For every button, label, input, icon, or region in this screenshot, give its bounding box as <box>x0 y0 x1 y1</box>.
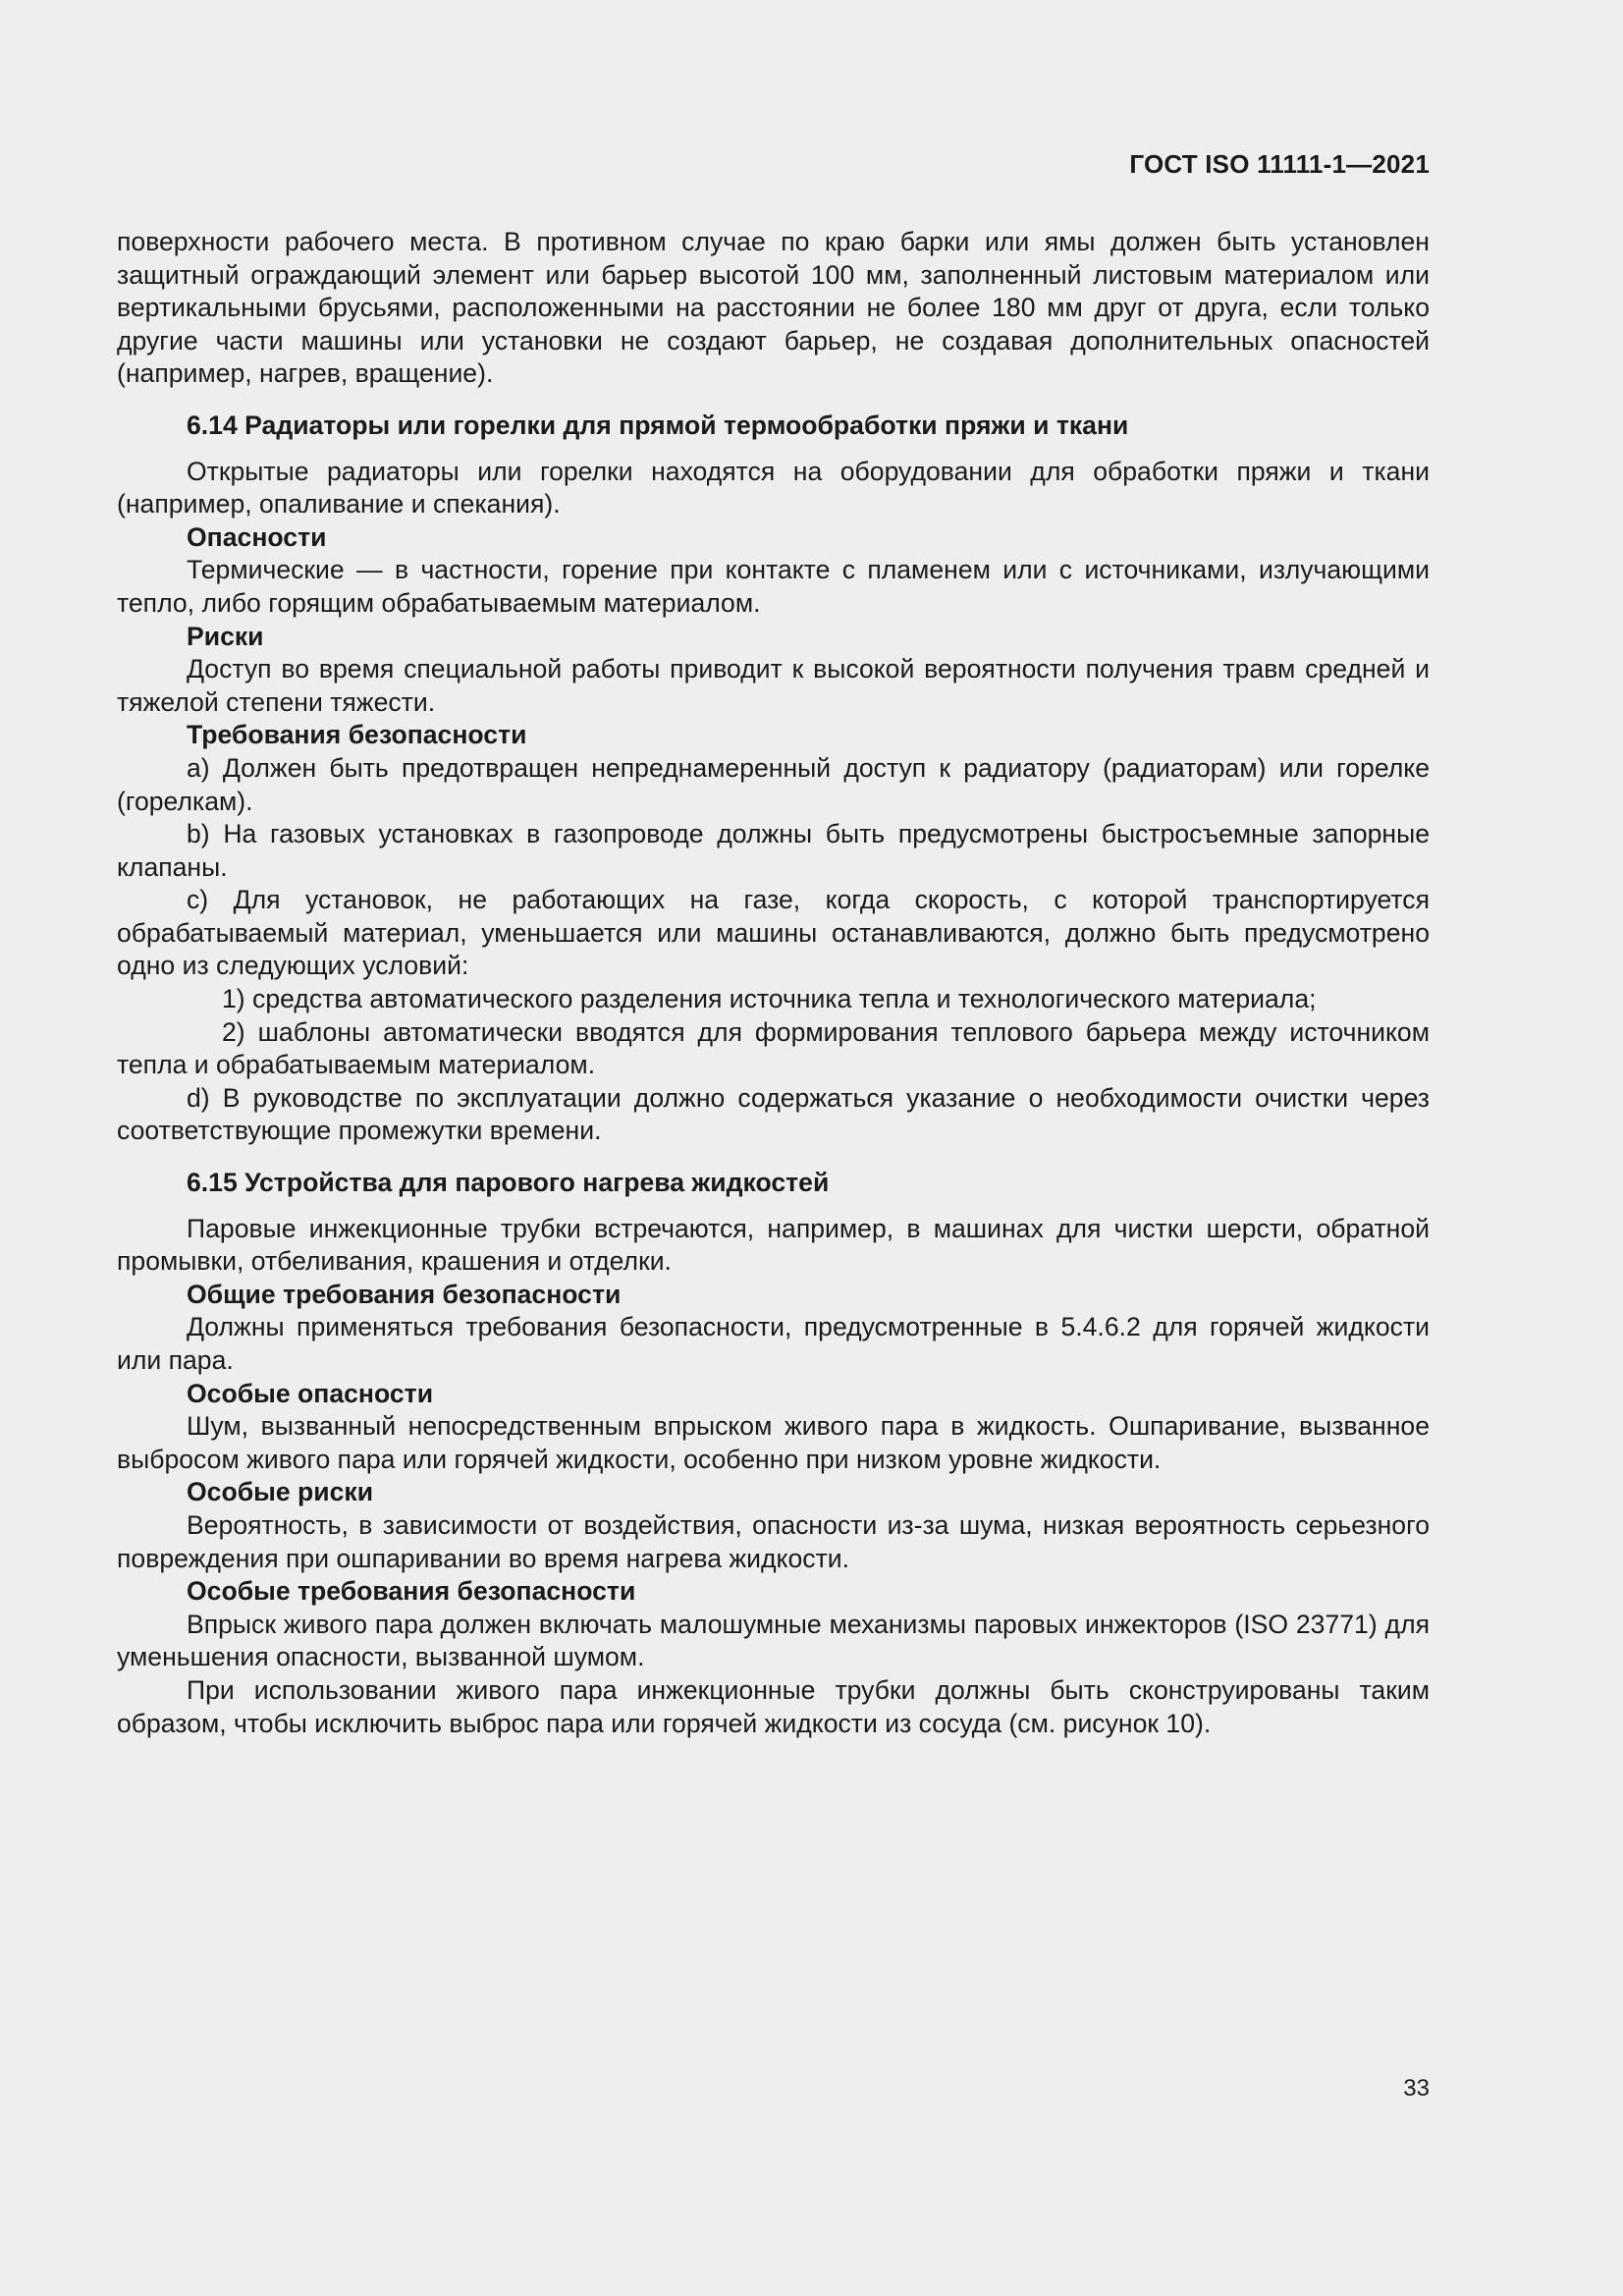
section-6-15-title: 6.15 Устройства для парового нагрева жидкостей <box>187 1168 830 1198</box>
hazards-text: Термические — в частности, горение при контакте с пламенем или с источниками, излучающими тепло, либо горящим обрабатываемым материалом. <box>117 555 1430 618</box>
special-requirements-heading: Особые требования безопасности <box>187 1576 636 1607</box>
document-header: ГОСТ ISO 11111-1—2021 <box>1129 149 1430 179</box>
page-number: 33 <box>1403 2075 1430 2102</box>
risks-heading: Риски <box>187 621 264 651</box>
section-6-14-intro: Открытые радиаторы или горелки находятся на оборудовании для обработки пряжи и ткани (например, опаливание и спекания). <box>117 456 1430 519</box>
section-6-14-title: 6.14 Радиаторы или горелки для прямой термообработки пряжи и ткани <box>187 410 1129 440</box>
requirement-c-1: 1) средства автоматического разделения источника тепла и технологического материала; <box>222 984 1317 1014</box>
safety-requirements-heading: Требования безопасности <box>187 720 527 750</box>
special-risks-text: Вероятность, в зависимости от воздействия, опасности из-за шума, низкая вероятность серьезного повреждения при ошпаривании во время нагрева жидкости. <box>117 1509 1430 1573</box>
general-requirements-text: Должны применяться требования безопасности, предусмотренные в 5.4.6.2 для горячей жидкости или пара. <box>117 1312 1430 1375</box>
general-requirements-heading: Общие требования безопасности <box>187 1279 622 1309</box>
section-6-15-intro: Паровые инжекционные трубки встречаются, например, в машинах для чистки шерсти, обратной промывки, отбеливания, крашения и отделки. <box>117 1213 1430 1277</box>
requirement-b: b) На газовых установках в газопроводе должны быть предусмотрены быстросъемные запорные клапаны. <box>117 819 1430 882</box>
requirement-a: a) Должен быть предотвращен непреднамеренный доступ к радиатору (радиаторам) или горелке (горелкам). <box>117 752 1430 816</box>
continued-paragraph: поверхности рабочего места. В противном случае по краю барки или ямы должен быть установлен защитный ограждающий элемент или барьер высотой 100 мм, заполненный листовым материалом или вертикальными брусьями, расположенными на расстоянии не более 180 мм друг от друга, если только другие части машины или установки не создают барьер, не создавая дополнительных опасностей (например, нагрев, вращение). <box>117 227 1430 389</box>
special-risks-heading: Особые риски <box>187 1477 374 1507</box>
special-hazards-heading: Особые опасности <box>187 1378 434 1408</box>
special-requirements-text-2: При использовании живого пара инжекционные трубки должны быть сконструированы таким образом, чтобы исключить выброс пара или горячей жидкости из сосуда (см. рисунок 10). <box>117 1674 1430 1738</box>
hazards-heading: Опасности <box>187 521 327 552</box>
page-body <box>117 226 1430 1740</box>
special-requirements-text-1: Впрыск живого пара должен включать малошумные механизмы паровых инжекторов (ISO 23771) для уменьшения опасности, вызванной шумом. <box>117 1609 1430 1672</box>
requirement-c: c) Для установок, не работающих на газе, когда скорость, с которой транспортируется обрабатываемый материал, уменьшается или машины останавливаются, должно быть предусмотрено одно из следующих условий: <box>117 885 1430 981</box>
risks-text: Доступ во время специальной работы приводит к высокой вероятности получения травм средней и тяжелой степени тяжести. <box>117 654 1430 717</box>
special-hazards-text: Шум, вызванный непосредственным впрыском живого пара в жидкость. Ошпаривание, вызванное выбросом живого пара или горячей жидкости, особенно при низком уровне жидкости. <box>117 1411 1430 1474</box>
requirement-d: d) В руководстве по эксплуатации должно содержаться указание о необходимости очистки через соответствующие промежутки времени. <box>117 1082 1430 1146</box>
requirement-c-2: 2) шаблоны автоматически вводятся для формирования теплового барьера между источником тепла и обрабатываемым материалом. <box>117 1016 1430 1080</box>
